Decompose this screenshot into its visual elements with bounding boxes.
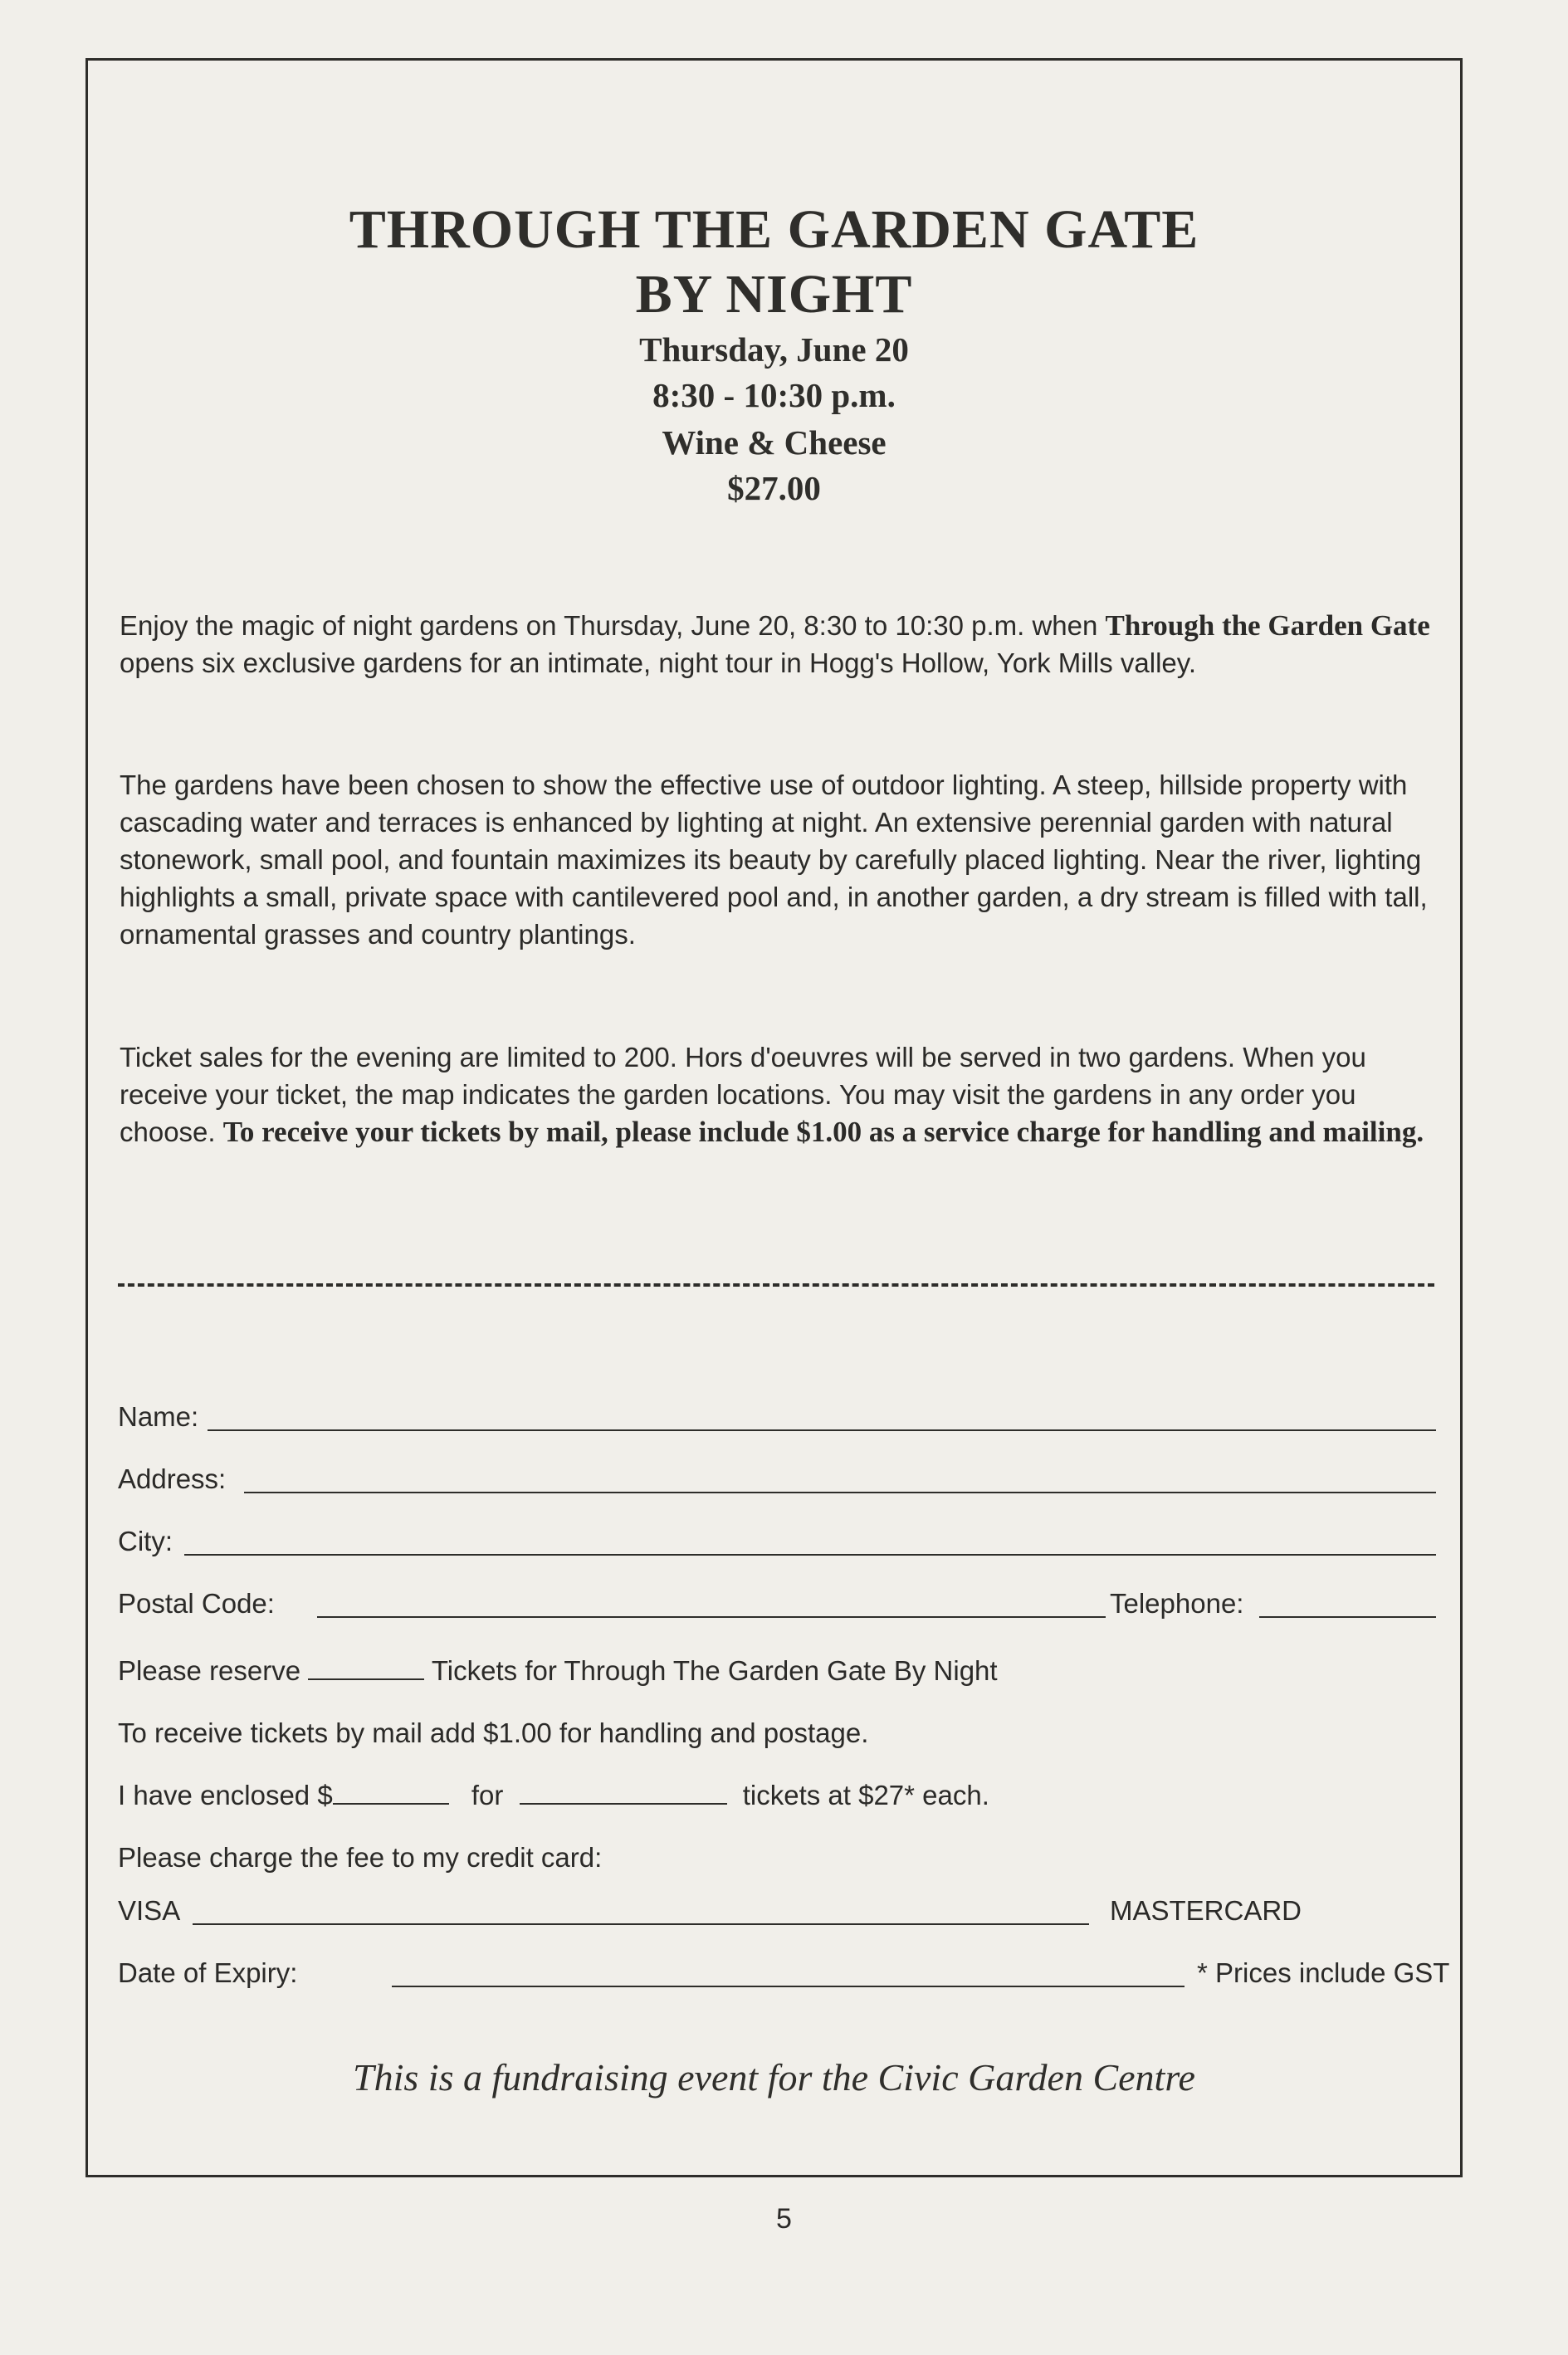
intro-bold-title: Through the Garden Gate <box>1105 609 1430 642</box>
address-field[interactable] <box>244 1492 1436 1493</box>
enclosed-ticket-count-field[interactable] <box>520 1780 727 1805</box>
event-title-line2: BY NIGHT <box>635 264 913 325</box>
card-type-row <box>118 1892 1436 1932</box>
cut-line-divider <box>118 1283 1434 1287</box>
name-field[interactable] <box>208 1429 1436 1431</box>
intro-paragraph <box>120 607 1448 682</box>
enclosed-row <box>118 1780 989 1811</box>
mastercard-label: MASTERCARD <box>1110 1895 1302 1926</box>
reserve-row <box>118 1655 998 1687</box>
visa-card-number-field[interactable] <box>193 1923 1089 1925</box>
event-refreshments: Wine & Cheese <box>662 423 887 462</box>
enclosed-amount-field[interactable] <box>333 1780 449 1805</box>
city-label: City: <box>118 1526 173 1556</box>
telephone-field[interactable] <box>1259 1616 1436 1618</box>
mail-note: To receive tickets by mail add $1.00 for handling and postage. <box>118 1717 869 1748</box>
reserve-prefix: Please reserve <box>118 1655 301 1686</box>
address-label: Address: <box>118 1463 227 1494</box>
intro-text-2: opens six exclusive gardens for an intimate, night tour in Hogg's Hollow, York Mills valley. <box>120 647 1196 678</box>
postal-code-field[interactable] <box>317 1616 1106 1618</box>
city-row <box>118 1522 1436 1562</box>
tickets-paragraph <box>120 1038 1448 1151</box>
intro-text-1: Enjoy the magic of night gardens on Thursday, June 20, 8:30 to 10:30 p.m. when <box>120 610 1106 641</box>
event-title-line1: THROUGH THE GARDEN GATE <box>349 199 1199 260</box>
city-field[interactable] <box>184 1554 1436 1556</box>
enclosed-for: for <box>471 1780 504 1810</box>
credit-card-prompt: Please charge the fee to my credit card: <box>118 1842 603 1873</box>
tickets-mail-note: To receive your tickets by mail, please include $1.00 as a service charge for handling and mailing. <box>222 1116 1424 1148</box>
tickets-text: Ticket sales for the evening are limited to 200. Hors d'oeuvres will be served in two gardens. When you receive your ticket, the map indicates the garden locations. You may visit the gardens in any order you choose. <box>120 1042 1366 1147</box>
reserve-suffix: Tickets for Through The Garden Gate By Night <box>431 1655 998 1686</box>
expiry-date-field[interactable] <box>392 1986 1185 1987</box>
gardens-paragraph: The gardens have been chosen to show the effective use of outdoor lighting. A steep, hillside property with cascading water and terraces is enhanced by lighting at night. An extensive perennial garden with natural stonework, small pool, and fountain maximizes its beauty by carefully placed lighting. Near the river, lighting highlights a small, private space with cantilevered pool and, in another garden, a dry stream is filled with tall, ornamental grasses and country plantings. <box>120 770 1428 950</box>
name-label: Name: <box>118 1401 199 1432</box>
postal-code-label: Postal Code: <box>118 1588 275 1619</box>
expiry-label: Date of Expiry: <box>118 1957 298 1988</box>
telephone-label: Telephone: <box>1110 1588 1244 1619</box>
name-row <box>118 1398 1436 1438</box>
event-flyer-box <box>85 58 1463 2177</box>
fundraising-note: This is a fundraising event for the Civic Garden Centre <box>353 2056 1195 2098</box>
expiry-row <box>118 1954 1450 1994</box>
enclosed-prefix: I have enclosed $ <box>118 1780 333 1810</box>
reserve-quantity-field[interactable] <box>308 1655 424 1680</box>
address-row <box>118 1460 1436 1500</box>
event-price: $27.00 <box>727 469 821 507</box>
enclosed-suffix: tickets at $27* each. <box>742 1780 989 1810</box>
event-date: Thursday, June 20 <box>639 330 909 369</box>
gst-note: * Prices include GST <box>1197 1957 1450 1988</box>
postal-telephone-row <box>118 1585 1436 1625</box>
event-time: 8:30 - 10:30 p.m. <box>652 376 896 414</box>
page-number: 5 <box>776 2203 792 2235</box>
visa-label: VISA <box>118 1895 181 1926</box>
